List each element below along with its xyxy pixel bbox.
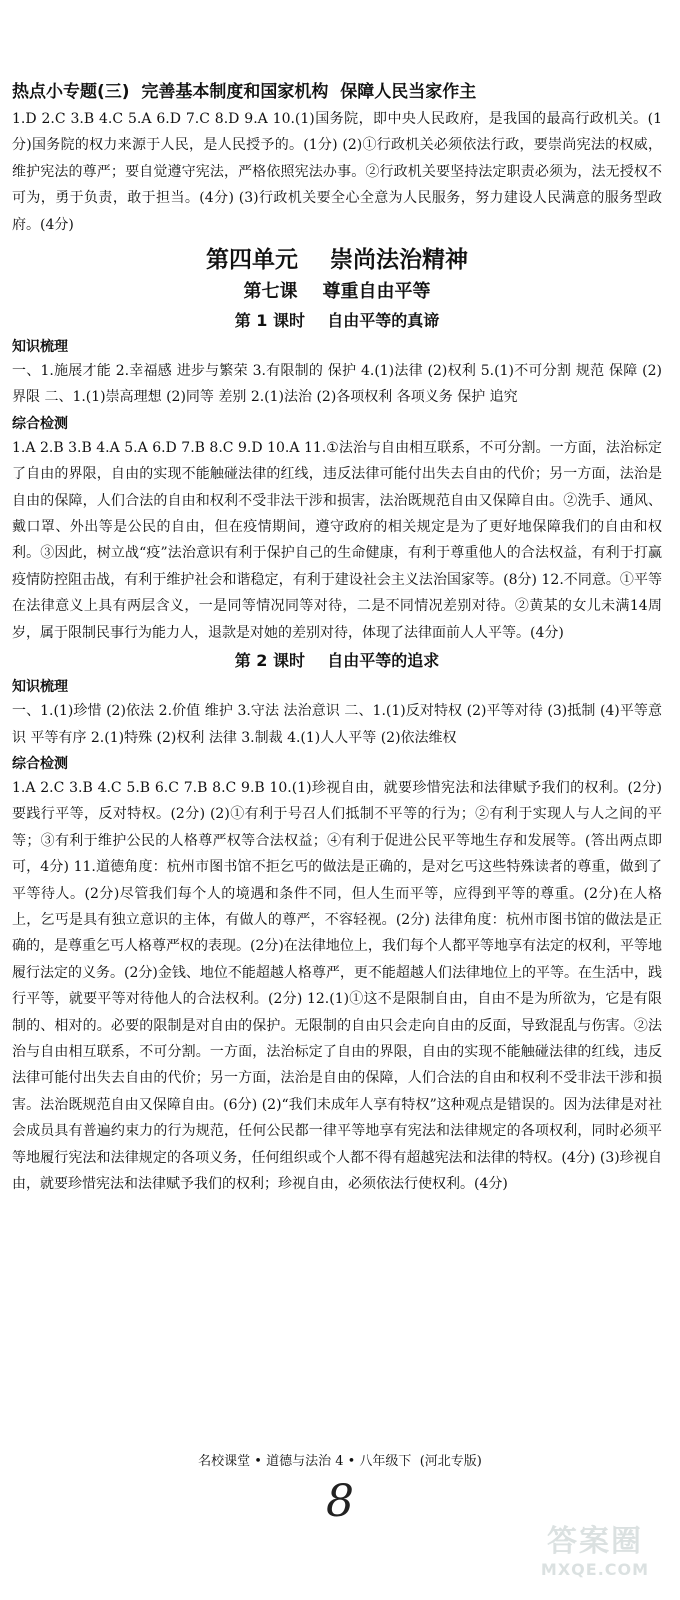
special-topic-answers: 1.D 2.C 3.B 4.C 5.A 6.D 7.C 8.D 9.A 10.(1)国务院，即中央人民政府，是我国的最高行政机关。(1分)国务院的权力来源于人民，是人民授予的。(1分) (2)①行政机关必须依法行政，要崇尚宪法的权威，维护宪法的尊严；要自觉遵守宪法，严格依照宪法办事。②行政机关要坚持法定职责必须为，法无授权不可为，勇于负责，敢于担当。(4分) (3)行政机关要全心全意为人民服务，努力建设人民满意的服务型政府。(4分)	[12, 111, 662, 233]
watermark-main-text: 答案圈	[547, 1524, 643, 1559]
watermark-logo	[520, 1524, 670, 1588]
lesson-title: 第七课 尊重自由平等	[243, 281, 431, 303]
footer-book-info: 名校课堂 • 道德与法治 4 • 八年级下 (河北专版)	[198, 1454, 482, 1469]
special-topic-title: 热点小专题(三) 完善基本制度和国家机构 保障人民当家作主	[12, 82, 477, 102]
period-2-knowledge-answers: 一、1.(1)珍惜 (2)依法 2.价值 维护 3.守法 法治意识 二、1.(1)反对特权 (2)平等对待 (3)抵制 (4)平等意识 平等有序 2.(1)特殊 (2)权利 法律 3.制裁 4.(1)人人平等 (2)依法维权	[12, 703, 662, 746]
period-1-test-heading: 综合检测	[12, 415, 68, 432]
period-2-test-answers: 1.A 2.C 3.B 4.C 5.B 6.C 7.B 8.C 9.B 10.(1)珍视自由，就要珍惜宪法和法律赋予我们的权利。(2分) 要践行平等，反对特权。(2分) (2)①有利于号召人们抵制不平等的行为；②有利于实现人与人之间的平等；③有利于维护公民的人格尊严权等合法权益；④有利于促进公民平等地生存和发展等。(答出两点即可，4分) 11.道德角度：杭州市图书馆不拒乞丐的做法是正确的，是对乞丐这些特殊读者的尊重，做到了平等待人。(2分)尽管我们每个人的境遇和条件不同，但人生而平等，应得到平等的尊重。(2分)在人格上，乞丐是具有独立意识的主体，有做人的尊严，不容轻视。(2分) 法律角度：杭州市图书馆的做法是正确的，是尊重乞丐人格尊严权的表现。(2分)在法律地位上，我们每个人都平等地享有法定的权利，平等地履行法定的义务。(2分)金钱、地位不能超越人格尊严，更不能超越人们法律地位上的平等。在生活中，践行平等，就要平等对待他人的合法权利。(2分) 12.(1)①这不是限制自由，自由不是为所欲为，它是有限制的、相对的。必要的限制是对自由的保护。无限制的自由只会走向自由的反面，导致混乱与伤害。②法治与自由相互联系，不可分割。一方面，法治标定了自由的界限，自由的实现不能触碰法律的红线，违反法律可能付出失去自由的代价；另一方面，法治是自由的保障，人们合法的自由和权利不受非法干涉和损害。法治既规范自由又保障自由。(6分) (2)“我们未成年人享有特权”这种观点是错误的。因为法律是对社会成员具有普遍约束力的行为规范，任何公民都一律平等地享有宪法和法律规定的各项权利，同时必须平等地履行宪法和法律规定的各项义务，任何组织或个人都不得有超越宪法和法律的特权。(4分) (3)珍视自由，就要珍惜宪法和法律赋予我们的权利；珍视自由，必须依法行使权利。(4分)	[12, 779, 662, 1192]
handwritten-page-number: 8	[326, 1476, 354, 1527]
period-1-title: 第 1 课时 自由平等的真谛	[234, 311, 440, 331]
period-2-title: 第 2 课时 自由平等的追求	[234, 651, 440, 671]
period-1-knowledge-heading: 知识梳理	[12, 339, 68, 356]
period-1-test-answers: 1.A 2.B 3.B 4.A 5.A 6.D 7.B 8.C 9.D 10.A 11.①法治与自由相互联系，不可分割。一方面，法治标定了自由的界限，自由的实现不能触碰法律的红线，违反法律可能付出失去自由的代价；另一方面，法治是自由的保障，人们合法的自由和权利不受非法干涉和损害，法治既规范自由又保障自由。②洗手、通风、戴口罩、外出等是公民的自由，但在疫情期间，遵守政府的相关规定是为了更好地保障我们的自由和权利。③因此，树立战“疫”法治意识有利于保护自己的生命健康，有利于尊重他人的合法权益，有利于打赢疫情防控阻击战，有利于维护社会和谐稳定，有利于建设社会主义法治国家等。(8分) 12.不同意。①平等在法律意义上具有两层含义，一是同等情况同等对待，二是不同情况差别对待。②黄某的女儿未满14周岁，属于限制民事行为能力人，退款是对她的差别对待，体现了法律面前人人平等。(4分)	[12, 439, 662, 641]
period-2-knowledge-heading: 知识梳理	[12, 679, 68, 696]
period-1-knowledge-answers: 一、1.施展才能 2.幸福感 进步与繁荣 3.有限制的 保护 4.(1)法律 (2)权利 5.(1)不可分割 规范 保障 (2)界限 二、1.(1)崇高理想 (2)同等 差别 2.(1)法治 (2)各项权利 各项义务 保护 追究	[12, 363, 662, 406]
watermark-url: MXQE.COM	[540, 1560, 650, 1579]
unit-title: 第四单元 崇尚法治精神	[205, 247, 469, 274]
period-2-test-heading: 综合检测	[12, 755, 68, 772]
answer-page	[12, 80, 662, 1197]
